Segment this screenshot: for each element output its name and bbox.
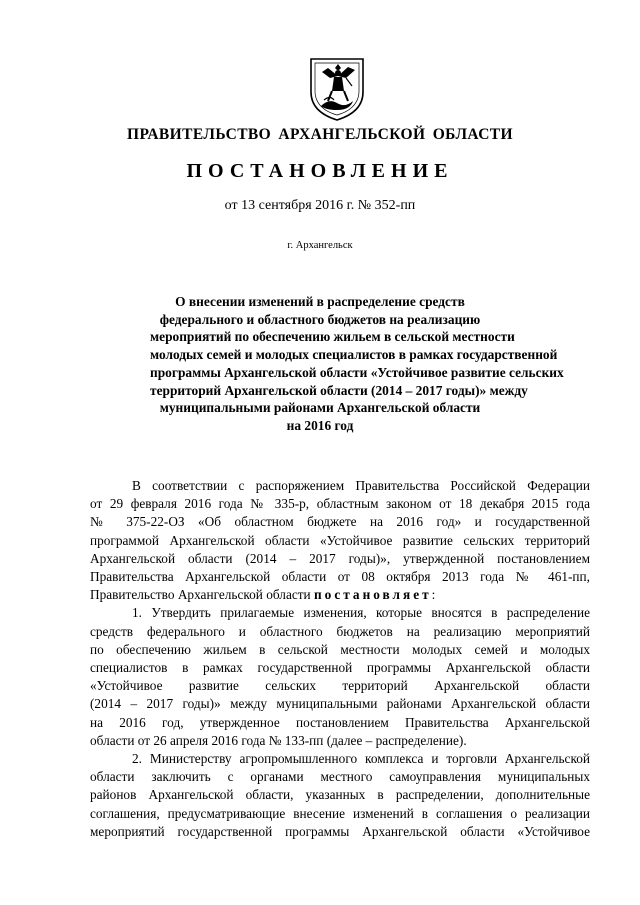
document-subject	[150, 293, 564, 435]
subject-line: федерального и областного бюджетов на реализацию	[159, 311, 481, 327]
subject-line: муниципальными районами Архангельской области	[159, 400, 481, 416]
body-line: программой Архангельской области «Устойчивое развитие сельских территорий	[90, 532, 590, 548]
body-line: на 2016 год, утвержденное постановлением Правительства Архангельской	[90, 714, 590, 730]
body-line: мероприятий государственной программы Архангельской области «Устойчивое	[90, 823, 590, 839]
body-line: 2. Министерству агропромышленного комплекса и торговли Архангельской	[132, 751, 590, 767]
subject-line: территорий Архангельской области (2014 – 2017 годы)» между	[150, 382, 528, 398]
body-line: 1. Утвердить прилагаемые изменения, которые вносятся в распределение	[132, 605, 590, 621]
body-line-resolution	[90, 586, 590, 604]
body-line: соглашения, предусматривающие внесение изменений в соглашения о реализации	[90, 805, 590, 821]
body-line: (2014 – 2017 годы)» между муниципальными районами Архангельской области	[90, 696, 590, 712]
body-line: по обеспечению жильем в сельской местности молодых семей и молодых	[90, 641, 590, 657]
body-line: № 375-22-ОЗ «Об областном бюджете на 2016 год» и государственной	[90, 514, 590, 530]
body-line: Архангельской области (2014 – 2017 годы)», утвержденной постановлением	[90, 550, 590, 566]
body-line: районов Архангельской области, указанных в распределении, дополнительные	[90, 787, 590, 803]
subject-line: молодых семей и молодых специалистов в рамках государственной	[150, 347, 558, 363]
resolution-keyword: постановляет	[314, 587, 432, 603]
resolution-prefix: Правительство Архангельской области	[90, 587, 315, 603]
document-type-title: ПОСТАНОВЛЕНИЕ	[186, 160, 454, 182]
body-line: Правительства Архангельской области от 08 октября 2013 года № 461-пп,	[90, 569, 590, 585]
coat-of-arms-icon	[308, 56, 366, 122]
subject-line: программы Архангельской области «Устойчивое развитие сельских	[150, 364, 564, 380]
body-line: «Устойчивое развитие сельских территорий Архангельской области	[90, 678, 590, 694]
subject-line: мероприятий по обеспечению жильем в сельской местности	[150, 329, 515, 345]
subject-line: О внесении изменений в распределение средств	[175, 294, 465, 309]
document-body	[90, 477, 590, 841]
resolution-suffix: :	[431, 587, 436, 603]
body-line: средств федерального и областного бюджетов на реализацию мероприятий	[90, 623, 590, 639]
organization-title: ПРАВИТЕЛЬСТВО АРХАНГЕЛЬСКОЙ ОБЛАСТИ	[126, 126, 513, 143]
body-line: специалистов в рамках государственной программы Архангельской области	[90, 660, 590, 676]
body-line: от 29 февраля 2016 года № 335-р, областным законом от 18 декабря 2015 года	[90, 496, 590, 512]
city-label: г. Архангельск	[287, 240, 353, 251]
date-and-number: от 13 сентября 2016 г. № 352-пп	[224, 198, 416, 213]
subject-line: на 2016 год	[286, 417, 354, 433]
body-line: области от 26 апреля 2016 года № 133-пп (далее – распределение).	[90, 732, 467, 748]
body-line: области заключить с органами местного самоуправления муниципальных	[90, 769, 590, 785]
body-line: В соответствии с распоряжением Правительства Российской Федерации	[132, 478, 590, 493]
